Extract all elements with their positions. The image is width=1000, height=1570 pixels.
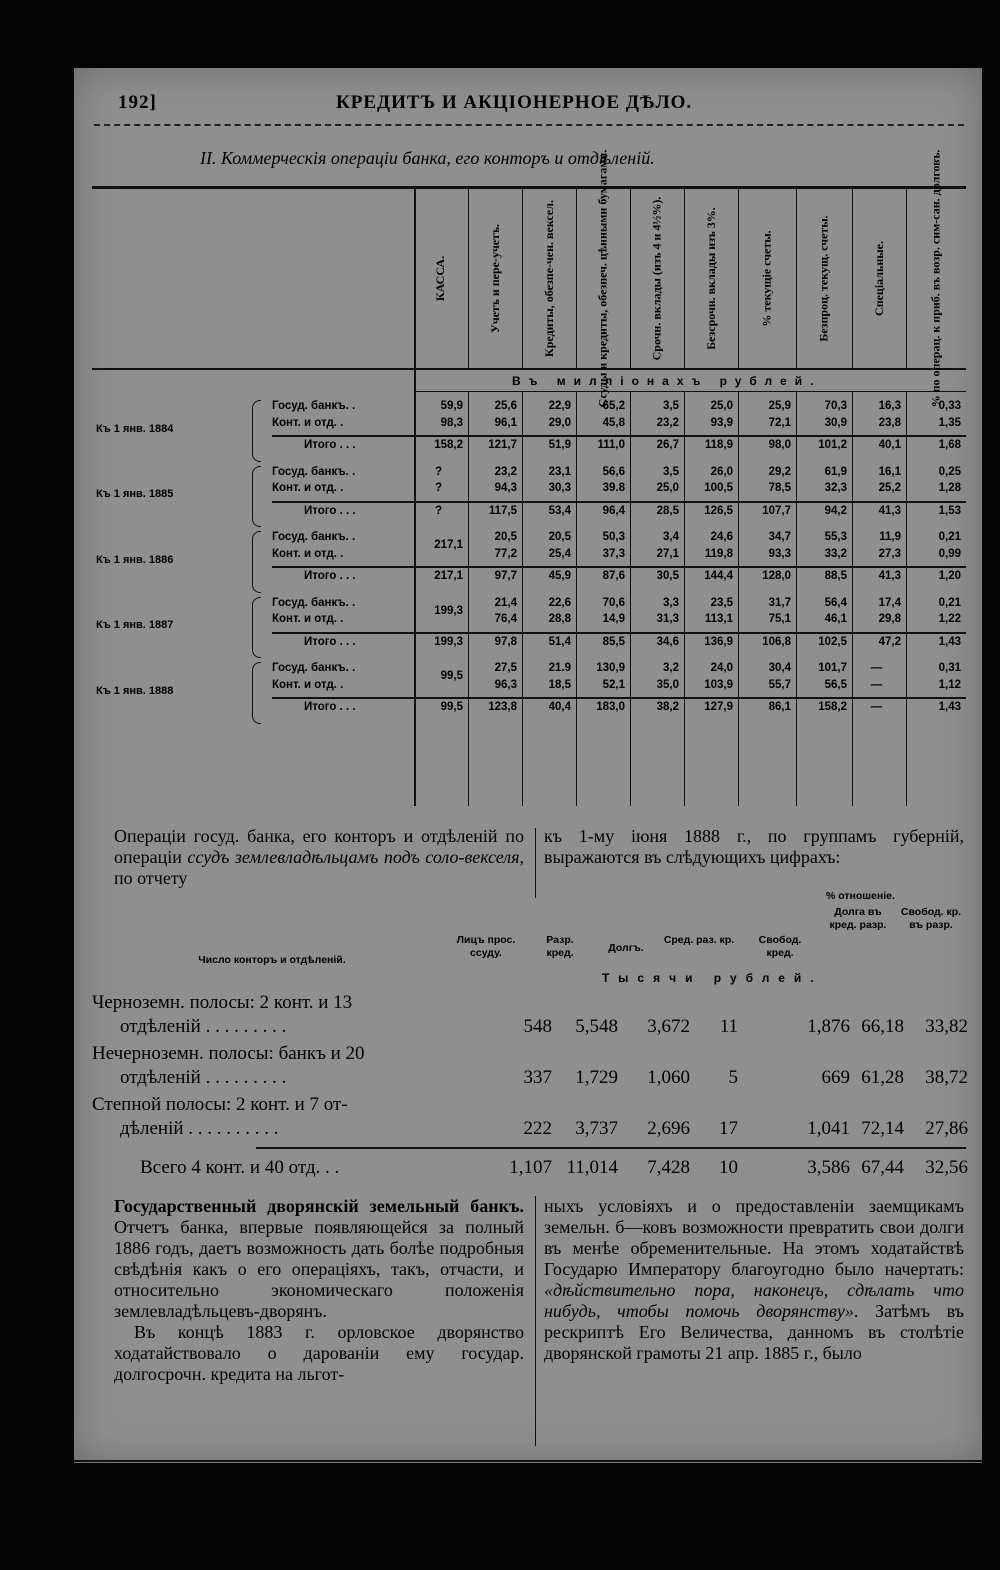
merged-kassa-cell: 199,3 (434, 604, 463, 617)
table-cell: 31,7 (768, 596, 791, 609)
merged-kassa-cell: 217,1 (434, 539, 463, 551)
t2-cell: 33,82 (925, 1016, 968, 1037)
table-cell: 98,3 (440, 416, 463, 429)
column-header-1: КАССА. (433, 255, 448, 301)
table-cell: 26,0 (710, 465, 733, 478)
t2-cell: 5,548 (575, 1016, 618, 1037)
table-cell: 136,9 (704, 635, 733, 648)
table-cell: 34,7 (768, 531, 791, 543)
t2-row-label-cont: отдѣленій . . . . . . . . . (120, 1016, 287, 1037)
total-row-label: Итого . . . (304, 439, 356, 451)
table-cell: 27,1 (656, 547, 679, 560)
table-cell: 3,2 (663, 662, 679, 674)
table-cell: 25,2 (878, 482, 901, 494)
t2-cell: 548 (523, 1016, 552, 1037)
table-cell: 183,0 (596, 701, 625, 713)
t2-header-2: Разр. кред. (546, 934, 574, 959)
t2-cell: 669 (821, 1067, 850, 1088)
table-cell: 17,4 (878, 596, 901, 609)
table-cell: 98,0 (768, 439, 791, 451)
document-page (74, 68, 982, 1463)
table-cell: 31,3 (656, 613, 679, 625)
table-cell: 26,7 (656, 439, 679, 451)
table-cell: 65,2 (602, 400, 625, 412)
table-cell: 35,0 (656, 678, 679, 691)
t2-header-4: Сред. раз. кр. (663, 934, 735, 946)
table-cell: 52,1 (602, 678, 625, 691)
group-date: Къ 1 янв. 1887 (96, 619, 174, 632)
table-cell: 11,9 (879, 531, 901, 543)
table-cell: 56,5 (824, 678, 847, 691)
column-divider-top (535, 828, 536, 898)
table-cell: ? (434, 482, 443, 494)
table-cell: 27,5 (494, 662, 517, 674)
row-label: Госуд. банкъ. . (272, 662, 356, 674)
table-cell: 29,2 (768, 465, 791, 478)
table-cell: 76,4 (494, 613, 517, 625)
table-cell: 97,7 (494, 570, 517, 582)
table-cell: 23,1 (548, 465, 571, 478)
table-cell: 199,3 (434, 635, 463, 648)
table2 (92, 890, 972, 1190)
column-header-6: Безсрочн. вклады изъ 3%. (703, 206, 718, 350)
table-cell: 34,6 (656, 635, 679, 648)
group-date: Къ 1 янв. 1884 (96, 422, 174, 435)
t2-row-label-cont: дѣленій . . . . . . . . . . (120, 1118, 279, 1139)
group-date: Къ 1 янв. 1885 (96, 488, 174, 501)
merged-kassa-cell: 99,5 (440, 670, 463, 682)
t2-cell: 67,44 (861, 1157, 904, 1178)
table-cell: 38,2 (656, 701, 679, 713)
table-cell: 0,25 (938, 465, 961, 478)
table-cell: 3,3 (663, 596, 679, 609)
table-cell: 39.8 (602, 482, 625, 494)
table-cell: 87,6 (602, 570, 625, 582)
column-header-5: Срочн. вклады (изъ 4 и 4½%). (649, 196, 664, 360)
table-cell: 1,28 (938, 482, 961, 494)
row-label: Конт. и отд. . (272, 482, 344, 494)
table-cell: 21,4 (494, 596, 517, 609)
table-cell: 46,1 (824, 613, 847, 625)
table-cell: 97,8 (494, 635, 517, 648)
table-cell: 28,5 (656, 504, 679, 517)
table-cell: 24,0 (710, 662, 733, 674)
table-cell: 121,7 (488, 439, 517, 451)
table-cell: 117,5 (488, 504, 517, 517)
table-cell: 55,3 (824, 531, 847, 543)
table-cell: 30,5 (656, 570, 679, 582)
total-row-label: Итого . . . (304, 635, 356, 648)
t2-cell: 337 (523, 1067, 552, 1088)
t2-cell: 32,56 (925, 1157, 968, 1178)
column-header-7: % текущіе счеты. (759, 229, 774, 327)
table-cell: 130,9 (596, 662, 625, 674)
table-cell: 111,0 (597, 439, 625, 451)
table-cell: 41,3 (878, 570, 901, 582)
table-cell: 113,1 (704, 613, 733, 625)
table-cell: 96,4 (602, 504, 625, 517)
table-cell: 47,2 (878, 635, 901, 648)
column-divider-bottom (535, 1196, 536, 1446)
table-cell: 33,2 (824, 547, 847, 560)
row-label: Конт. и отд. . (272, 547, 344, 560)
table-cell: 25,0 (710, 400, 733, 412)
table-cell: 93,9 (710, 416, 733, 429)
table-cell: 37,3 (602, 547, 625, 560)
table-cell: 88,5 (824, 570, 847, 582)
table-cell: 101,2 (818, 439, 847, 451)
t2-cell: 1,729 (575, 1067, 618, 1088)
table-cell: 123,8 (488, 701, 517, 713)
table-cell: 21.9 (548, 662, 571, 674)
row-label: Госуд. банкъ. . (272, 465, 356, 478)
table-cell: 20,5 (548, 531, 571, 543)
table-cell: 53,4 (548, 504, 571, 517)
table-cell: 127,9 (704, 701, 733, 713)
table-cell: 158,2 (818, 701, 847, 713)
t2-total-label: Всего 4 конт. и 40 отд. . . (140, 1157, 340, 1178)
t2-row-label: Черноземн. полосы: 2 конт. и 13 (92, 992, 353, 1013)
intro-right: къ 1-му іюня 1888 г., по группамъ губерній, выражаются въ слѣдующихъ цифрахъ: (544, 826, 964, 867)
table-cell: 96,3 (494, 678, 517, 691)
row-label: Конт. и отд. . (272, 613, 344, 625)
t2-cell: 5 (728, 1067, 738, 1088)
table-cell: 29,8 (878, 613, 901, 625)
table-cell: ? (434, 465, 443, 478)
table-cell: 25,0 (656, 482, 679, 494)
t2-cell: 38,72 (925, 1067, 968, 1088)
table-cell: 23,2 (494, 465, 517, 478)
group-brace (252, 400, 261, 462)
t2-row-label-cont: отдѣленій . . . . . . . . . (120, 1067, 287, 1088)
table-cell: 3,5 (663, 400, 679, 412)
table-cell: 78,5 (768, 482, 791, 494)
column-header-8: Безпроц. текущ. счеты. (816, 214, 831, 342)
table-cell: 0,21 (938, 531, 961, 543)
table-cell: 30,4 (768, 662, 791, 674)
table-cell: 75,1 (768, 613, 791, 625)
group-brace (252, 531, 261, 593)
t2-cell: 66,18 (861, 1016, 904, 1037)
table-cell: 0,21 (938, 596, 961, 609)
table-cell: 23,8 (878, 416, 901, 429)
table-cell: 94,3 (494, 482, 517, 494)
header-divider (94, 124, 964, 126)
table-cell: 118,9 (704, 439, 733, 451)
table-cell: 1,20 (938, 570, 961, 582)
group-brace (252, 662, 261, 724)
table-cell: 55,7 (768, 678, 791, 691)
table-cell: 100,5 (704, 482, 733, 494)
group-date: Къ 1 янв. 1888 (96, 684, 174, 697)
t2-cell: 1,876 (807, 1016, 850, 1037)
t2-cell: 11,014 (566, 1157, 618, 1178)
t2-header-3: Долгъ. (608, 942, 644, 954)
table-cell: 1,22 (938, 613, 961, 625)
table-cell: 0,31 (938, 662, 961, 674)
t2-cell: 1,041 (807, 1118, 850, 1139)
table-cell: 24,6 (710, 531, 733, 543)
t2-cell: 3,672 (647, 1016, 690, 1037)
table-cell: ? (434, 504, 443, 517)
row-label: Госуд. банкъ. . (272, 531, 356, 543)
t2-cell: 3,586 (807, 1157, 850, 1178)
t2-cell: 3,737 (575, 1118, 618, 1139)
table-cell: 1,43 (938, 635, 961, 648)
table-cell: 96,1 (494, 416, 517, 429)
table-cell: 41,3 (878, 504, 901, 517)
page-number: 192] (118, 92, 157, 113)
t2-cell: 72,14 (861, 1118, 904, 1139)
t2-cell: 1,107 (509, 1157, 552, 1178)
t2-cell: 2,696 (647, 1118, 690, 1139)
table-cell: 0,99 (938, 547, 961, 560)
table-cell: 102,5 (818, 635, 847, 648)
group-brace (252, 466, 261, 528)
column-header-4: Ссуды и кредиты, обезпеч. цѣнными бумагами. (595, 149, 610, 407)
table-cell: 1,35 (938, 416, 961, 429)
table-cell: 51,4 (548, 635, 571, 648)
body-left: Государственный дворянскій земельный банкъ. Отчетъ банка, впервые появляющейся за полный 1886 годъ, даетъ возможность дать болѣе подробныя свѣдѣнія какъ о его операціяхъ, такъ, отчасти, и относительно экономическаго положенія землевладѣльцевъ-дворянъ. Въ концѣ 1883 г. орловское дворянство ходатайствовало о дарованіи ему государ. долгосрочн. кредита на льгот- (114, 1196, 524, 1384)
table-cell: 25,4 (548, 547, 571, 560)
table-cell: 16,3 (878, 400, 901, 412)
table-cell: 16,1 (878, 465, 901, 478)
table-cell: 85,5 (602, 635, 625, 648)
table-cell: 144,4 (704, 570, 733, 582)
table-cell: 18,5 (548, 678, 571, 691)
running-title: КРЕДИТЪ И АКЦІОНЕРНОЕ ДѢЛО. (336, 92, 693, 113)
column-header-3: Кредиты, обезпе-чен. вексел. (541, 199, 556, 357)
table-cell: 77,2 (494, 547, 517, 560)
table-cell: 56,4 (824, 596, 847, 609)
column-header-2: Учетъ и пере-учетъ. (487, 223, 502, 333)
column-header-10: % по операц. к приб. въ возр. сим-сан. долговъ. (928, 149, 943, 407)
table-cell: 70,3 (824, 400, 847, 412)
column-header-9: Спеціальные. (871, 240, 886, 316)
page-bottom-rule (74, 1460, 982, 1462)
table-cell: 158,2 (434, 439, 463, 451)
table-cell: 72,1 (768, 416, 791, 429)
unit-label: Въ милліонахъ рублей. (512, 374, 822, 388)
table-cell: — (870, 701, 883, 713)
table-cell: 99,5 (440, 701, 463, 713)
row-label: Конт. и отд. . (272, 678, 344, 691)
table-cell: 128,0 (762, 570, 791, 582)
table-cell: 40,4 (548, 701, 571, 713)
table-cell: 61,9 (824, 465, 847, 478)
body-right: ныхъ условіяхъ и о предоставленіи заемщикамъ земельн. б—ковъ возможности превратить свои долги въ менѣе обременительные. На этомъ ходатайствѣ Государю Императору благоугодно было начертать: «дѣйствительно пора, наконецъ, сдѣлать что нибудь, чтобы помочь дворянству». Затѣмъ въ рескриптѣ Его Величества, данномъ въ столѣтіе дворянской грамоты 21 апр. 1885 г., было (544, 1196, 964, 1363)
row-label: Госуд. банкъ. . (272, 596, 356, 609)
table-cell: 45,9 (548, 570, 571, 582)
table-cell: 3,4 (663, 531, 679, 543)
table-cell: 106,8 (762, 635, 791, 648)
table-cell: 119,8 (704, 547, 733, 560)
table-cell: 103,9 (704, 678, 733, 691)
table-cell: 25,9 (768, 400, 791, 412)
group-date: Къ 1 янв. 1886 (96, 553, 174, 566)
t2-header-1: Лицъ прос. ссуду. (456, 934, 516, 959)
table-cell: 101,7 (818, 662, 847, 674)
table-cell: 22,6 (548, 596, 571, 609)
table-cell: 70,6 (602, 596, 625, 609)
table-cell: 1,43 (938, 701, 961, 713)
table-cell: 25,6 (494, 400, 517, 412)
t2-header-0: Число конторъ и отдѣленій. (198, 954, 346, 966)
table-cell: 23,2 (656, 416, 679, 429)
table-cell: 28,8 (548, 613, 571, 625)
table-cell: 30,9 (824, 416, 847, 429)
t2-cell: 27,86 (925, 1118, 968, 1139)
table-cell: 32,3 (824, 482, 847, 494)
row-label: Госуд. банкъ. . (272, 400, 356, 412)
table-cell: 45,8 (602, 416, 625, 429)
t2-cell: 17 (719, 1118, 738, 1139)
table-cell: 107,7 (762, 504, 791, 517)
t2-row-label: Нечерноземн. полосы: банкъ и 20 (92, 1043, 365, 1064)
table-cell: — (870, 678, 883, 691)
table-cell: 40,1 (878, 439, 901, 451)
table-cell: 20,5 (494, 531, 517, 543)
t2-cell: 222 (523, 1118, 552, 1139)
intro-left: Операціи госуд. банка, его конторъ и отдѣленій по операціи ссудъ землевладѣльцамъ подъ соло-векселя, по отчету (114, 826, 524, 888)
t2-row-label: Степной полосы: 2 конт. и 7 от- (92, 1094, 348, 1115)
group-brace (252, 597, 261, 659)
t2-cell: 10 (719, 1157, 738, 1178)
t2-cell: 11 (719, 1016, 738, 1037)
table-cell: 27,3 (878, 547, 901, 560)
t2-header-6: Долга въ кред. разр. (829, 906, 887, 931)
table-cell: 3,5 (663, 465, 679, 478)
table-cell: 126,5 (704, 504, 733, 517)
t2-cell: 61,28 (861, 1067, 904, 1088)
total-row-label: Итого . . . (304, 570, 356, 582)
table-cell: 51,9 (548, 439, 571, 451)
table-cell: 93,3 (768, 547, 791, 560)
table-cell: 14,9 (602, 613, 625, 625)
table-cell: 56,6 (602, 465, 625, 478)
table-cell: 30,3 (548, 482, 571, 494)
table-cell: 86,1 (768, 701, 791, 713)
table-cell: 23,5 (710, 596, 733, 609)
table-cell: 1,68 (938, 439, 961, 451)
table-cell: 217,1 (434, 570, 463, 582)
t2-unit: Тысячи рублей. (602, 971, 823, 985)
table-cell: 29,0 (548, 416, 571, 429)
table-cell: 94,2 (824, 504, 847, 517)
table-cell: 22,9 (548, 400, 571, 412)
t2-header-7: Свобод. кр. въ разр. (900, 906, 962, 931)
t2-cell: 7,428 (647, 1157, 690, 1178)
table-cell: 1,12 (938, 678, 961, 691)
table-cell: 59,9 (440, 400, 463, 412)
section-title: II. Коммерческія операціи банка, его конторъ и отдѣленій. (200, 148, 655, 168)
row-label: Конт. и отд. . (272, 416, 344, 429)
table-cell: 0,33 (938, 400, 961, 412)
total-row-label: Итого . . . (304, 701, 356, 713)
table-cell: 1,53 (938, 504, 961, 517)
t2-pct-group: % отношеніе. (826, 890, 895, 902)
table-cell: — (870, 662, 883, 674)
t2-header-5: Свобод. кред. (758, 934, 802, 959)
total-row-label: Итого . . . (304, 504, 356, 517)
t2-cell: 1,060 (647, 1067, 690, 1088)
table-cell: 50,3 (602, 531, 625, 543)
